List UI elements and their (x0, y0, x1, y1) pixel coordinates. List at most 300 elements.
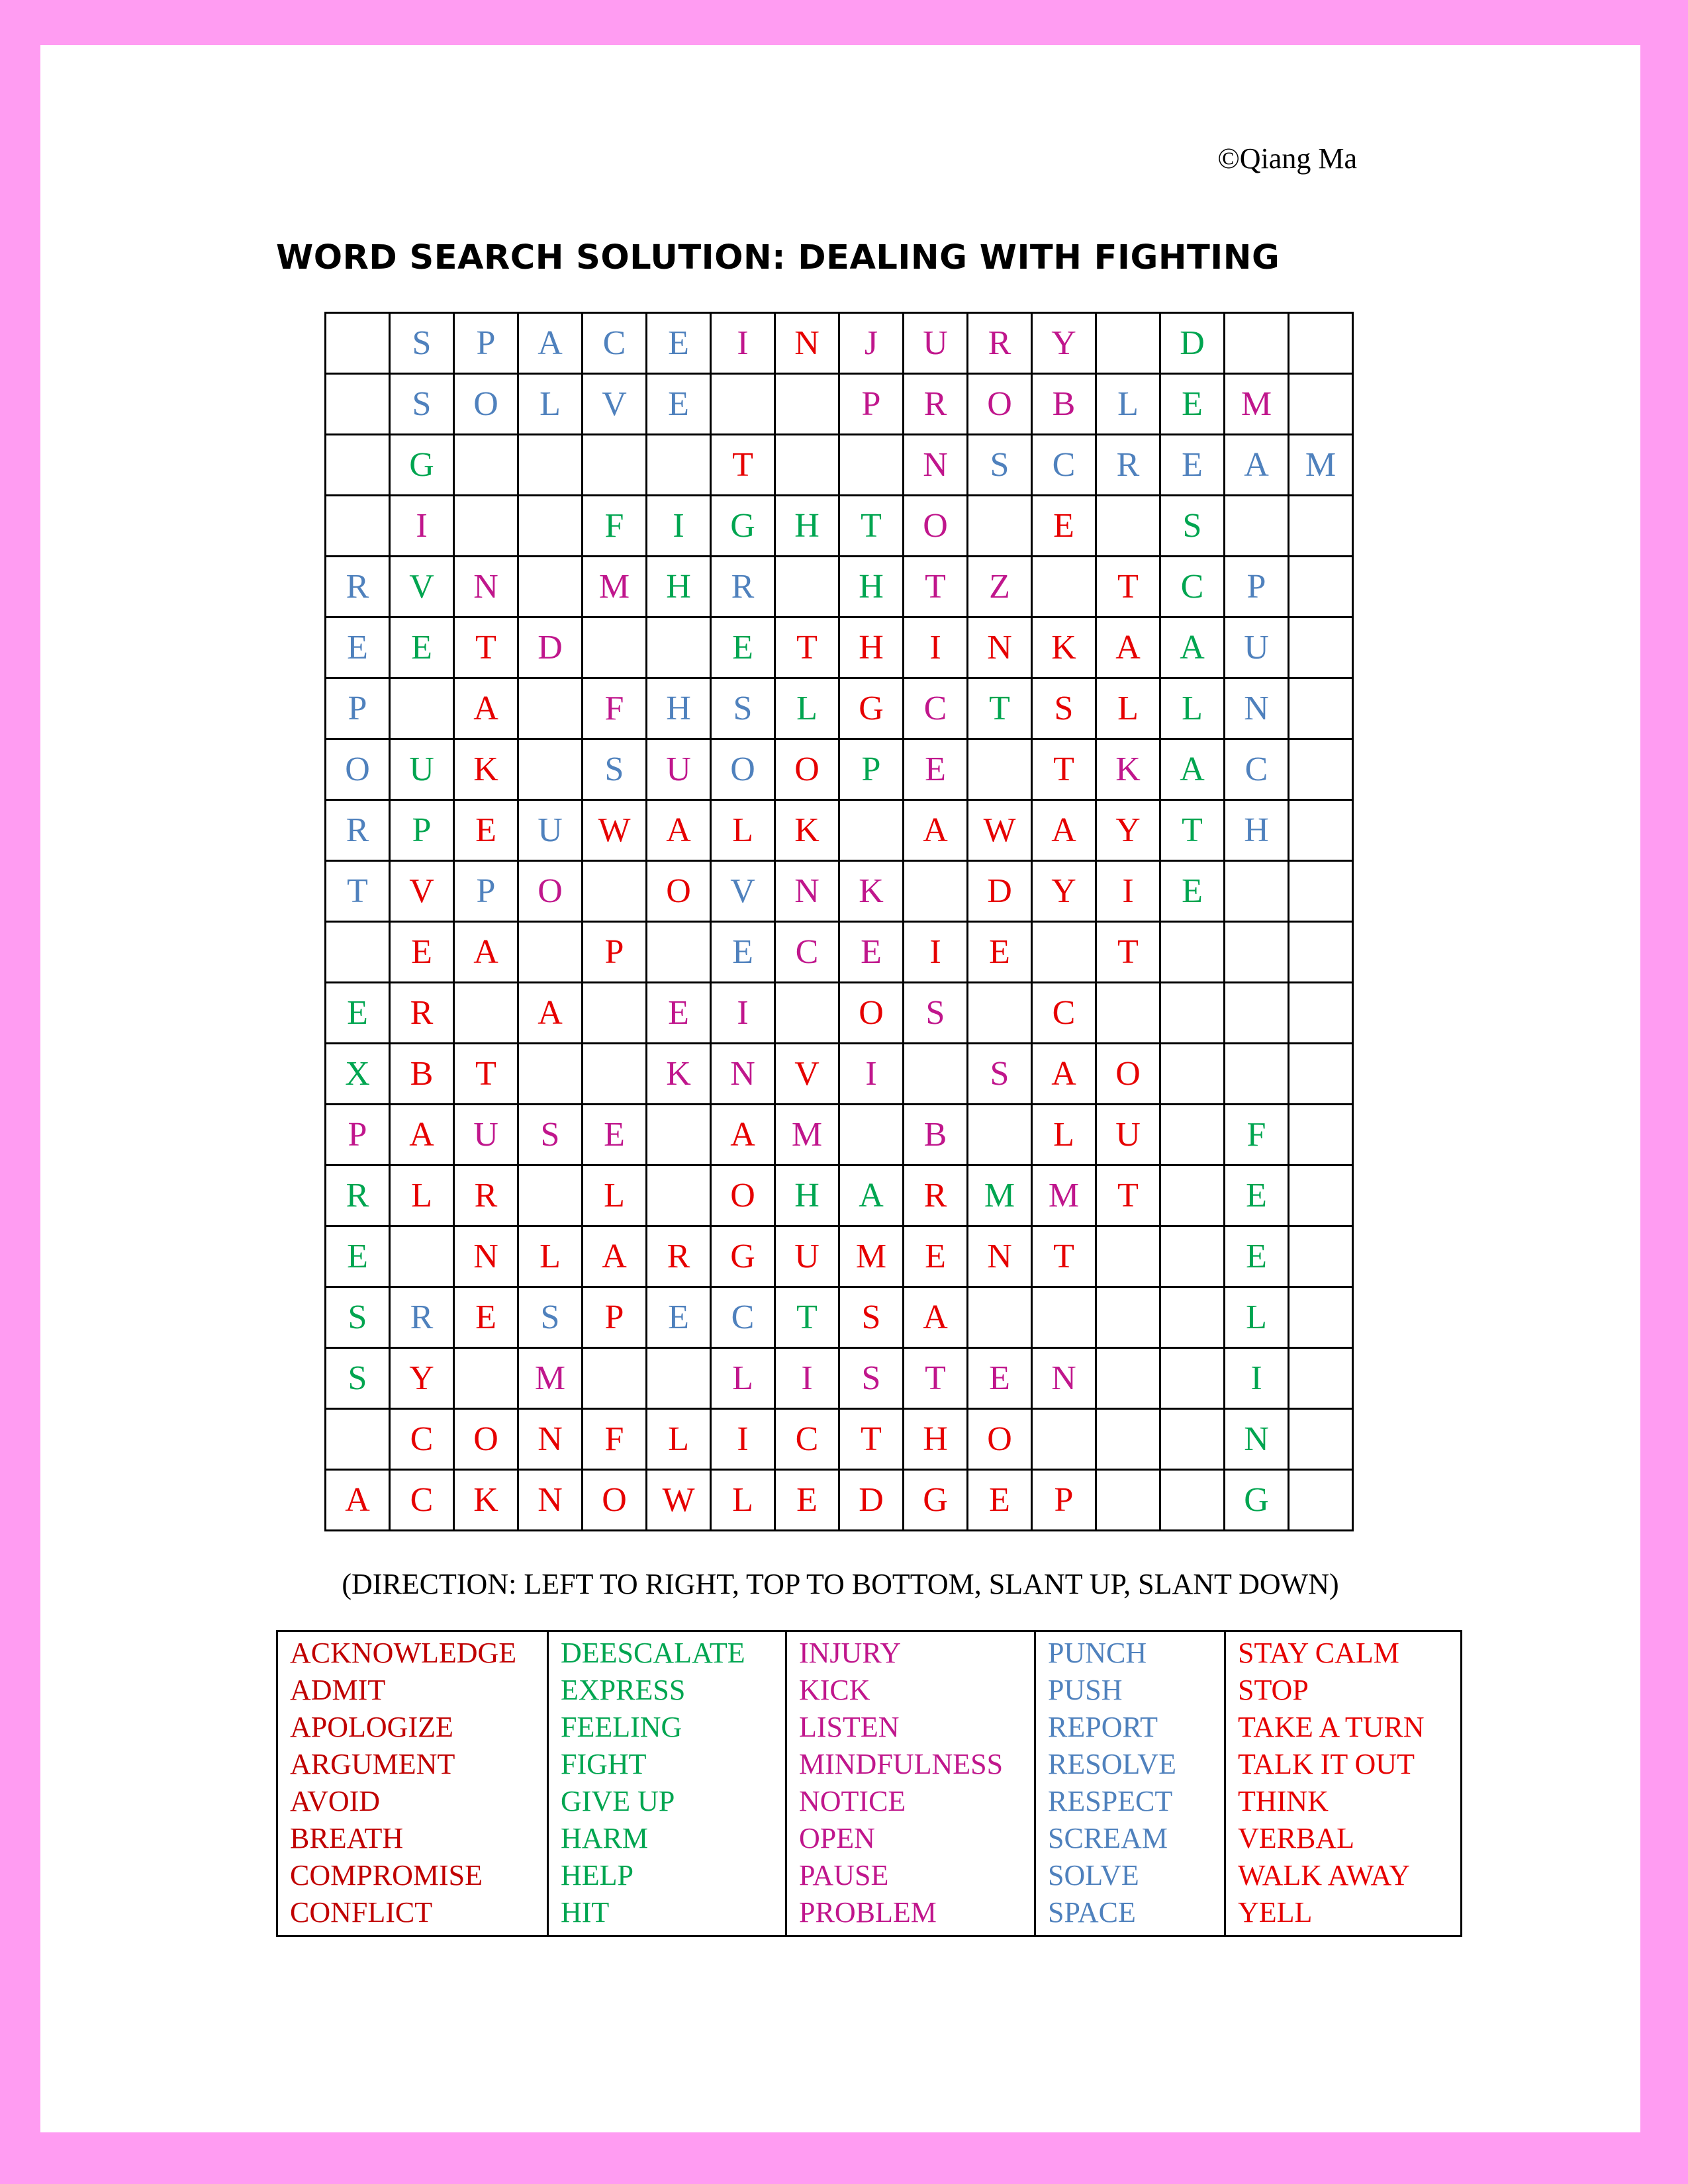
grid-row (326, 922, 1353, 983)
grid-cell: G (1225, 1470, 1289, 1531)
grid-row (326, 983, 1353, 1044)
grid-cell: E (904, 1226, 968, 1287)
grid-cell: K (1096, 739, 1160, 800)
grid-cell: O (968, 1409, 1032, 1470)
grid-cell (326, 1409, 390, 1470)
grid-cell: P (583, 922, 647, 983)
grid-cell: H (839, 557, 904, 617)
grid-cell: F (583, 496, 647, 557)
grid-cell: S (583, 739, 647, 800)
grid-cell: N (711, 1044, 775, 1105)
grid-row (326, 1287, 1353, 1348)
grid-cell: B (1032, 374, 1096, 435)
grid-cell: E (390, 617, 454, 678)
grid-cell: A (390, 1105, 454, 1165)
grid-cell: T (904, 1348, 968, 1409)
grid-cell: T (326, 861, 390, 922)
grid-cell: I (1096, 861, 1160, 922)
grid-cell: E (904, 739, 968, 800)
grid-cell (1032, 922, 1096, 983)
grid-cell: A (711, 1105, 775, 1165)
grid-cell: M (583, 557, 647, 617)
grid-cell: E (968, 1348, 1032, 1409)
grid-cell (583, 1044, 647, 1105)
grid-cell: T (904, 557, 968, 617)
grid-cell: E (1225, 1165, 1289, 1226)
grid-cell: P (454, 313, 518, 374)
grid-cell: N (1032, 1348, 1096, 1409)
grid-cell: E (647, 983, 711, 1044)
grid-cell: W (583, 800, 647, 861)
grid-cell (518, 435, 583, 496)
grid-cell: I (1225, 1348, 1289, 1409)
word-bank-item: PROBLEM (799, 1896, 937, 1929)
word-bank-item: INJURY (799, 1637, 902, 1669)
grid-cell: E (968, 922, 1032, 983)
grid-cell (904, 1044, 968, 1105)
grid-cell (1225, 922, 1289, 983)
grid-cell: E (454, 1287, 518, 1348)
grid-cell (1225, 983, 1289, 1044)
grid-cell (647, 617, 711, 678)
grid-row (326, 557, 1353, 617)
grid-cell (647, 922, 711, 983)
grid-cell: T (1096, 922, 1160, 983)
word-bank-item: SCREAM (1048, 1822, 1168, 1854)
grid-cell: R (390, 1287, 454, 1348)
grid-cell: K (1032, 617, 1096, 678)
grid-cell: A (518, 313, 583, 374)
grid-row (326, 739, 1353, 800)
word-bank-item: PUNCH (1048, 1637, 1147, 1669)
grid-cell (1289, 496, 1353, 557)
grid-cell: L (390, 1165, 454, 1226)
word-bank-item: EXPRESS (561, 1674, 686, 1706)
grid-cell: A (1032, 800, 1096, 861)
grid-cell: O (711, 1165, 775, 1226)
grid-cell (1289, 1044, 1353, 1105)
word-bank-item: YELL (1238, 1896, 1313, 1929)
grid-cell: H (904, 1409, 968, 1470)
grid-cell (904, 861, 968, 922)
word-bank-item: SPACE (1048, 1896, 1136, 1929)
grid-cell: E (1032, 496, 1096, 557)
grid-cell (518, 1044, 583, 1105)
word-bank-item: LISTEN (799, 1711, 900, 1743)
word-bank-item: ADMIT (290, 1674, 386, 1706)
word-bank-item: SOLVE (1048, 1859, 1139, 1891)
grid-cell: G (390, 435, 454, 496)
grid-cell: Y (1032, 861, 1096, 922)
grid-cell: H (775, 496, 839, 557)
grid-cell: K (839, 861, 904, 922)
word-bank-item: WALK AWAY (1238, 1859, 1411, 1891)
word-bank-column (277, 1631, 548, 1936)
grid-cell: L (711, 1348, 775, 1409)
grid-cell: P (326, 1105, 390, 1165)
grid-cell: T (775, 1287, 839, 1348)
grid-cell: E (454, 800, 518, 861)
grid-cell (1160, 1409, 1225, 1470)
grid-cell: N (1225, 1409, 1289, 1470)
grid-cell: P (454, 861, 518, 922)
grid-row (326, 1105, 1353, 1165)
grid-cell (1289, 800, 1353, 861)
grid-cell: E (390, 922, 454, 983)
grid-cell: G (711, 496, 775, 557)
grid-cell: A (647, 800, 711, 861)
grid-cell: E (647, 374, 711, 435)
grid-row (326, 435, 1353, 496)
grid-cell (583, 435, 647, 496)
grid-cell (326, 922, 390, 983)
grid-cell (1289, 557, 1353, 617)
grid-cell: V (390, 557, 454, 617)
grid-cell: F (583, 1409, 647, 1470)
grid-cell: H (775, 1165, 839, 1226)
grid-cell: G (711, 1226, 775, 1287)
grid-cell: L (711, 800, 775, 861)
grid-cell (518, 496, 583, 557)
grid-cell: V (583, 374, 647, 435)
grid-cell: T (1160, 800, 1225, 861)
grid-cell: J (839, 313, 904, 374)
grid-cell (775, 983, 839, 1044)
grid-cell: U (1225, 617, 1289, 678)
grid-cell: T (1096, 557, 1160, 617)
grid-cell (1289, 1470, 1353, 1531)
grid-cell: B (904, 1105, 968, 1165)
grid-cell: V (390, 861, 454, 922)
grid-cell (1032, 1409, 1096, 1470)
grid-cell (1289, 861, 1353, 922)
grid-cell (1096, 1226, 1160, 1287)
grid-cell (1160, 1287, 1225, 1348)
grid-cell: R (1096, 435, 1160, 496)
grid-cell: O (454, 374, 518, 435)
word-bank-item: KICK (799, 1674, 870, 1706)
grid-cell (1289, 374, 1353, 435)
grid-cell: L (1032, 1105, 1096, 1165)
grid-cell: L (1225, 1287, 1289, 1348)
word-bank-column (786, 1631, 1035, 1936)
grid-cell: A (454, 678, 518, 739)
grid-row (326, 1409, 1353, 1470)
grid-cell (518, 922, 583, 983)
grid-cell (1160, 1348, 1225, 1409)
grid-cell: H (647, 678, 711, 739)
grid-cell: E (326, 617, 390, 678)
grid-cell: E (711, 617, 775, 678)
grid-cell: P (390, 800, 454, 861)
grid-cell: R (904, 1165, 968, 1226)
grid-cell (1225, 1044, 1289, 1105)
grid-cell: M (518, 1348, 583, 1409)
grid-cell (1289, 313, 1353, 374)
word-bank-item: HIT (561, 1896, 610, 1929)
worksheet-page (40, 45, 1640, 2132)
word-bank-item: REPORT (1048, 1711, 1158, 1743)
grid-cell (1096, 983, 1160, 1044)
grid-cell: I (904, 617, 968, 678)
grid-cell: I (904, 922, 968, 983)
grid-cell: A (904, 800, 968, 861)
grid-cell: T (454, 1044, 518, 1105)
grid-cell: H (1225, 800, 1289, 861)
grid-cell: C (1225, 739, 1289, 800)
grid-cell: T (775, 617, 839, 678)
grid-cell: S (1032, 678, 1096, 739)
word-bank-item: GIVE UP (561, 1785, 675, 1817)
grid-cell (326, 374, 390, 435)
grid-cell: V (775, 1044, 839, 1105)
grid-cell (1289, 1226, 1353, 1287)
word-bank-item: DEESCALATE (561, 1637, 745, 1669)
grid-cell: R (454, 1165, 518, 1226)
grid-cell: C (1160, 557, 1225, 617)
grid-cell: I (390, 496, 454, 557)
grid-cell: O (326, 739, 390, 800)
grid-cell (839, 800, 904, 861)
grid-cell (839, 1105, 904, 1165)
word-bank-item: TALK IT OUT (1238, 1748, 1415, 1780)
grid-cell: C (1032, 983, 1096, 1044)
grid-cell: N (775, 861, 839, 922)
grid-cell: H (647, 557, 711, 617)
grid-cell (1289, 1165, 1353, 1226)
grid-cell (518, 1165, 583, 1226)
grid-cell: U (454, 1105, 518, 1165)
grid-cell: M (1225, 374, 1289, 435)
word-bank-item: FEELING (561, 1711, 682, 1743)
word-bank-item: THINK (1238, 1785, 1329, 1817)
grid-cell: S (968, 435, 1032, 496)
word-bank-item: BREATH (290, 1822, 404, 1854)
word-bank-column (548, 1631, 786, 1936)
grid-cell (1289, 983, 1353, 1044)
grid-cell (647, 435, 711, 496)
grid-cell: A (326, 1470, 390, 1531)
word-bank-item: NOTICE (799, 1785, 906, 1817)
grid-cell (454, 1348, 518, 1409)
grid-cell (1032, 1287, 1096, 1348)
grid-cell: I (647, 496, 711, 557)
grid-cell (1225, 313, 1289, 374)
grid-cell (647, 1105, 711, 1165)
grid-cell: I (775, 1348, 839, 1409)
grid-cell: P (1225, 557, 1289, 617)
grid-cell: T (839, 496, 904, 557)
grid-cell: S (1160, 496, 1225, 557)
word-bank-item: PAUSE (799, 1859, 889, 1891)
grid-cell: E (1160, 374, 1225, 435)
grid-cell: E (1160, 435, 1225, 496)
grid-row (326, 861, 1353, 922)
grid-cell: N (518, 1470, 583, 1531)
grid-cell: R (326, 800, 390, 861)
grid-cell: T (711, 435, 775, 496)
grid-cell: C (775, 1409, 839, 1470)
grid-row (326, 678, 1353, 739)
grid-cell: T (968, 678, 1032, 739)
grid-cell: U (775, 1226, 839, 1287)
grid-cell (839, 435, 904, 496)
grid-cell (454, 983, 518, 1044)
grid-cell: E (775, 1470, 839, 1531)
grid-row (326, 800, 1353, 861)
grid-cell: B (390, 1044, 454, 1105)
grid-cell (1289, 739, 1353, 800)
grid-cell (583, 983, 647, 1044)
grid-cell: A (1160, 739, 1225, 800)
word-bank-item: ARGUMENT (290, 1748, 455, 1780)
grid-cell (454, 496, 518, 557)
grid-cell: M (839, 1226, 904, 1287)
grid-cell: C (711, 1287, 775, 1348)
grid-cell (1160, 1470, 1225, 1531)
grid-cell: S (326, 1287, 390, 1348)
grid-cell: S (518, 1287, 583, 1348)
grid-cell (390, 1226, 454, 1287)
grid-cell (1289, 1348, 1353, 1409)
grid-cell (647, 1165, 711, 1226)
word-bank-table (276, 1630, 1462, 1937)
word-search-grid (324, 312, 1354, 1531)
grid-cell: S (390, 374, 454, 435)
grid-cell (326, 313, 390, 374)
grid-cell: U (518, 800, 583, 861)
grid-cell (711, 374, 775, 435)
word-bank-item: RESPECT (1048, 1785, 1173, 1817)
grid-cell: O (454, 1409, 518, 1470)
grid-cell: E (1160, 861, 1225, 922)
grid-cell: H (839, 617, 904, 678)
grid-cell: S (839, 1287, 904, 1348)
grid-cell: I (711, 1409, 775, 1470)
copyright-notice: ©Qiang Ma (1217, 142, 1357, 175)
grid-cell: C (390, 1470, 454, 1531)
grid-cell: S (518, 1105, 583, 1165)
grid-cell: A (518, 983, 583, 1044)
grid-cell: S (904, 983, 968, 1044)
grid-cell: T (1096, 1165, 1160, 1226)
grid-cell (518, 557, 583, 617)
word-bank-item: TAKE A TURN (1238, 1711, 1425, 1743)
grid-cell: S (839, 1348, 904, 1409)
grid-cell: P (1032, 1470, 1096, 1531)
grid-cell: G (904, 1470, 968, 1531)
word-bank-item: FIGHT (561, 1748, 647, 1780)
grid-cell: R (968, 313, 1032, 374)
grid-cell: Y (1096, 800, 1160, 861)
grid-cell: P (839, 374, 904, 435)
grid-cell: N (1225, 678, 1289, 739)
grid-cell: O (518, 861, 583, 922)
word-bank-item: ACKNOWLEDGE (290, 1637, 517, 1669)
grid-cell: E (583, 1105, 647, 1165)
grid-cell: W (968, 800, 1032, 861)
grid-cell: U (904, 313, 968, 374)
grid-cell: E (1225, 1226, 1289, 1287)
word-bank-item: PUSH (1048, 1674, 1123, 1706)
grid-cell: D (1160, 313, 1225, 374)
grid-cell: G (839, 678, 904, 739)
grid-cell: N (968, 617, 1032, 678)
grid-cell: I (711, 313, 775, 374)
grid-cell: T (1032, 1226, 1096, 1287)
grid-cell: O (583, 1470, 647, 1531)
grid-cell (1096, 1287, 1160, 1348)
grid-cell: A (454, 922, 518, 983)
word-bank-item: OPEN (799, 1822, 875, 1854)
grid-row (326, 1044, 1353, 1105)
grid-cell (1096, 1409, 1160, 1470)
grid-row (326, 374, 1353, 435)
grid-cell: R (390, 983, 454, 1044)
grid-cell: P (326, 678, 390, 739)
grid-cell: L (1096, 374, 1160, 435)
grid-cell (583, 617, 647, 678)
grid-cell: D (968, 861, 1032, 922)
grid-cell: O (647, 861, 711, 922)
word-bank-item: HELP (561, 1859, 633, 1891)
word-bank-column (1225, 1631, 1462, 1936)
grid-cell: S (390, 313, 454, 374)
word-bank-item: COMPROMISE (290, 1859, 483, 1891)
grid-cell (1225, 496, 1289, 557)
grid-cell: E (647, 313, 711, 374)
grid-cell: I (839, 1044, 904, 1105)
grid-cell (1289, 617, 1353, 678)
direction-note: (DIRECTION: LEFT TO RIGHT, TOP TO BOTTOM, SLANT UP, SLANT DOWN) (342, 1568, 1339, 1600)
grid-cell: D (839, 1470, 904, 1531)
grid-cell: A (1160, 617, 1225, 678)
grid-cell: M (968, 1165, 1032, 1226)
word-bank-item: HARM (561, 1822, 649, 1854)
word-bank-item: AVOID (290, 1785, 381, 1817)
grid-cell: V (711, 861, 775, 922)
grid-row (326, 1348, 1353, 1409)
grid-cell: O (839, 983, 904, 1044)
grid-cell (1289, 1105, 1353, 1165)
grid-cell: O (968, 374, 1032, 435)
grid-cell (1096, 496, 1160, 557)
grid-cell: E (326, 983, 390, 1044)
grid-cell: A (1096, 617, 1160, 678)
grid-cell (1096, 313, 1160, 374)
grid-cell (968, 1105, 1032, 1165)
grid-cell: E (647, 1287, 711, 1348)
grid-cell: L (518, 1226, 583, 1287)
grid-cell: A (583, 1226, 647, 1287)
grid-cell: D (518, 617, 583, 678)
grid-cell: O (1096, 1044, 1160, 1105)
grid-cell: C (583, 313, 647, 374)
grid-cell: O (904, 496, 968, 557)
grid-cell: K (454, 739, 518, 800)
grid-cell (1225, 861, 1289, 922)
word-bank-item: APOLOGIZE (290, 1711, 453, 1743)
page-title: WORD SEARCH SOLUTION: DEALING WITH FIGHTING (276, 238, 1280, 277)
grid-row (326, 1226, 1353, 1287)
grid-cell: L (775, 678, 839, 739)
grid-cell: C (904, 678, 968, 739)
grid-cell: A (1225, 435, 1289, 496)
grid-cell: R (711, 557, 775, 617)
grid-cell: U (647, 739, 711, 800)
grid-cell (1160, 983, 1225, 1044)
grid-cell (1289, 678, 1353, 739)
